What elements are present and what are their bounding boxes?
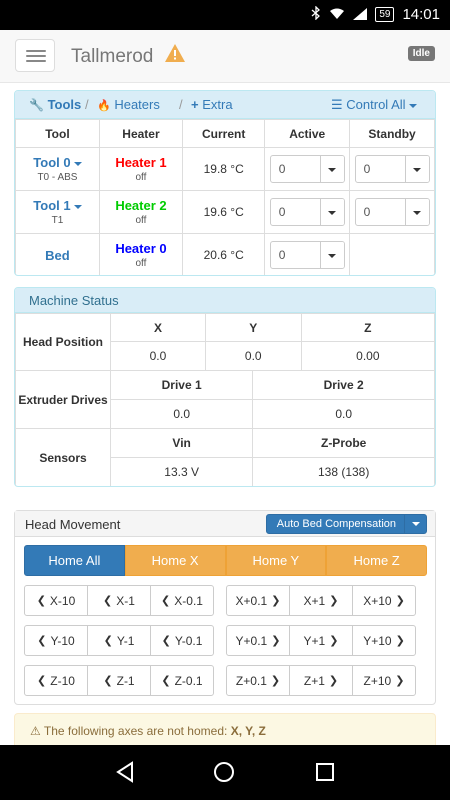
zprobe-value: 138 (138) [253,458,435,487]
vin-value: 13.3 V [111,458,253,487]
x-positive-group [226,585,416,616]
column-header: Heater [99,120,182,148]
drive-1-value: 0.0 [111,400,253,429]
home-z-button[interactable]: Home Z [326,545,427,576]
current-temp: 20.6 °C [183,234,265,277]
table-row [16,148,435,191]
chevron-right-icon: ❯ [271,635,281,647]
drive-1-label: Drive 1 [111,371,253,400]
zprobe-label: Z-Probe [253,429,435,458]
move-x-minus-0.1-button[interactable]: ❮ X-0.1 [150,585,214,616]
chevron-down-icon [413,211,421,215]
machine-status-heading: Machine Status [15,288,435,313]
chevron-down-icon [328,168,336,172]
heater-state[interactable]: off [135,172,147,183]
tool-subtitle: T0 - ABS [37,172,78,183]
standby-cell [350,148,435,191]
heater-name: Heater 0 [115,241,167,256]
chevron-down-icon [412,522,420,526]
dropdown-button [320,199,344,225]
move-z-minus-0.1-button[interactable]: ❮ Z-0.1 [150,665,214,696]
fire-icon: 🔥 [97,100,111,112]
list-icon: ☰ [331,97,343,112]
sensors-label: Sensors [16,429,111,487]
move-x-minus-10-button[interactable]: ❮ X-10 [24,585,88,616]
heater-cell [99,148,182,191]
x-value: 0.0 [111,342,206,371]
standby-temp-input[interactable]: 0 [355,198,430,226]
dropdown-button [405,199,429,225]
status-badge: Idle [408,46,435,61]
active-temp-input[interactable]: 0 [270,155,345,183]
chevron-left-icon: ❮ [37,635,47,647]
head-position-label: Head Position [16,314,111,371]
chevron-left-icon: ❮ [103,595,113,607]
machine-status-panel [14,287,436,487]
chevron-left-icon: ❮ [161,635,171,647]
x-label: X [111,314,206,342]
chevron-right-icon: ❯ [328,675,339,687]
active-cell [265,148,350,191]
move-y-plus-0.1-button[interactable]: Y+0.1 ❯ [226,625,290,656]
auto-bed-compensation-button[interactable]: Auto Bed Compensation [266,514,427,534]
active-temp-input[interactable]: 0 [270,198,345,226]
tab-extra[interactable]: + Extra [191,97,233,112]
system-nav-bar [0,745,450,800]
home-icon[interactable] [213,761,235,788]
chevron-left-icon: ❮ [161,595,171,607]
active-temp-input[interactable]: 0 [270,241,345,269]
tools-panel-heading [15,91,435,119]
move-y-plus-10-button[interactable]: Y+10 ❯ [352,625,416,656]
heater-state[interactable]: off [135,215,147,226]
status-bar [0,0,450,30]
control-all-dropdown[interactable]: ☰ Control All [331,97,417,113]
tool-0-dropdown[interactable]: Tool 0 [16,155,99,170]
dropdown-button[interactable] [404,515,426,533]
chevron-left-icon: ❮ [103,635,113,647]
warning-icon[interactable] [164,43,186,68]
tool-cell [16,191,100,234]
machine-status-table [15,313,435,487]
chevron-down-icon [409,104,417,108]
alert-text: The following axes are not homed: [43,724,228,738]
chevron-left-icon: ❮ [37,675,47,687]
z-negative-group [24,665,214,696]
tools-panel [14,90,436,276]
move-y-minus-0.1-button[interactable]: ❮ Y-0.1 [150,625,214,656]
chevron-right-icon: ❯ [395,635,405,647]
move-x-plus-0.1-button[interactable]: X+0.1 ❯ [226,585,290,616]
chevron-right-icon: ❯ [329,635,339,647]
heater-cell [99,234,182,277]
recent-apps-icon[interactable] [314,761,336,788]
head-movement-heading [15,511,435,537]
tab-tools[interactable]: 🔧 Tools [29,97,82,112]
dropdown-button [320,242,344,268]
plus-icon: + [191,97,199,112]
table-row [16,314,435,342]
move-z-minus-1-button[interactable]: ❮ Z-1 [87,665,151,696]
table-row [16,234,435,277]
tab-heaters[interactable]: 🔥 Heaters [97,97,160,112]
z-positive-group [226,665,416,696]
warning-icon: ⚠ [30,724,41,738]
move-z-plus-0.1-button[interactable]: Z+0.1 ❯ [226,665,290,696]
y-negative-group [24,625,214,656]
y-label: Y [205,314,301,342]
extruder-drives-label: Extruder Drives [16,371,111,429]
column-header: Current [183,120,265,148]
z-label: Z [301,314,434,342]
current-temp: 19.6 °C [183,191,265,234]
z-value: 0.00 [301,342,434,371]
active-cell [265,234,350,277]
tools-table [15,119,435,276]
tab-separator: / [179,97,183,112]
bluetooth-icon [311,6,321,23]
table-header-row [16,120,435,148]
standby-cell [350,191,435,234]
table-row [16,191,435,234]
chevron-down-icon [328,254,336,258]
head-movement-title: Head Movement [25,517,121,532]
bed-link[interactable]: Bed [45,247,70,263]
chevron-left-icon: ❮ [161,675,171,687]
tool-1-dropdown[interactable]: Tool 1 [16,198,99,213]
menu-button[interactable] [15,39,55,72]
chevron-down-icon [413,168,421,172]
move-z-plus-1-button[interactable]: Z+1 ❯ [289,665,353,696]
heater-state[interactable]: off [135,258,147,269]
tool-cell [16,234,100,277]
chevron-left-icon: ❮ [36,595,46,607]
chevron-right-icon: ❯ [395,595,405,607]
chevron-right-icon: ❯ [270,675,281,687]
y-value: 0.0 [205,342,301,371]
move-y-plus-1-button[interactable]: Y+1 ❯ [289,625,353,656]
move-x-plus-1-button[interactable]: X+1 ❯ [289,585,353,616]
move-x-plus-10-button[interactable]: X+10 ❯ [352,585,416,616]
heater-cell [99,191,182,234]
vin-label: Vin [111,429,253,458]
clock: 14:01 [402,6,440,23]
head-movement-panel [14,510,436,705]
tab-separator: / [85,97,89,112]
home-x-button[interactable]: Home X [125,545,226,576]
app-title[interactable]: Tallmerod [71,46,154,67]
standby-temp-input[interactable]: 0 [355,155,430,183]
column-header: Tool [16,120,100,148]
move-x-minus-1-button[interactable]: ❮ X-1 [87,585,151,616]
home-all-button[interactable]: Home All [24,545,125,576]
back-icon[interactable] [114,761,136,788]
move-y-minus-1-button[interactable]: ❮ Y-1 [87,625,151,656]
active-cell [265,191,350,234]
chevron-right-icon: ❯ [329,595,339,607]
column-header: Active [265,120,350,148]
home-y-button[interactable]: Home Y [226,545,327,576]
wifi-icon [329,7,345,23]
drive-2-label: Drive 2 [253,371,435,400]
wrench-icon: 🔧 [29,98,44,112]
move-y-minus-10-button[interactable]: ❮ Y-10 [24,625,88,656]
column-header: Standby [350,120,435,148]
tool-cell [16,148,100,191]
dropdown-button [320,156,344,182]
table-row [16,429,435,458]
heater-name: Heater 1 [115,155,167,170]
tool-subtitle: T1 [51,215,64,226]
signal-icon [353,7,367,23]
y-positive-group [226,625,416,656]
x-negative-group [24,585,214,616]
table-row [16,371,435,400]
dropdown-button [405,156,429,182]
heater-name: Heater 2 [115,198,167,213]
alert-axes: X, Y, Z [230,724,266,738]
navbar [0,30,450,83]
drive-2-value: 0.0 [253,400,435,429]
chevron-left-icon: ❮ [103,675,113,687]
move-z-minus-10-button[interactable]: ❮ Z-10 [24,665,88,696]
move-z-plus-10-button[interactable]: Z+10 ❯ [352,665,416,696]
chevron-right-icon: ❯ [395,675,405,687]
chevron-down-icon [328,211,336,215]
chevron-right-icon: ❯ [271,595,281,607]
current-temp: 19.8 °C [183,148,265,191]
battery-icon: 59 [375,7,394,22]
standby-cell [350,234,435,277]
home-button-group [24,545,427,576]
